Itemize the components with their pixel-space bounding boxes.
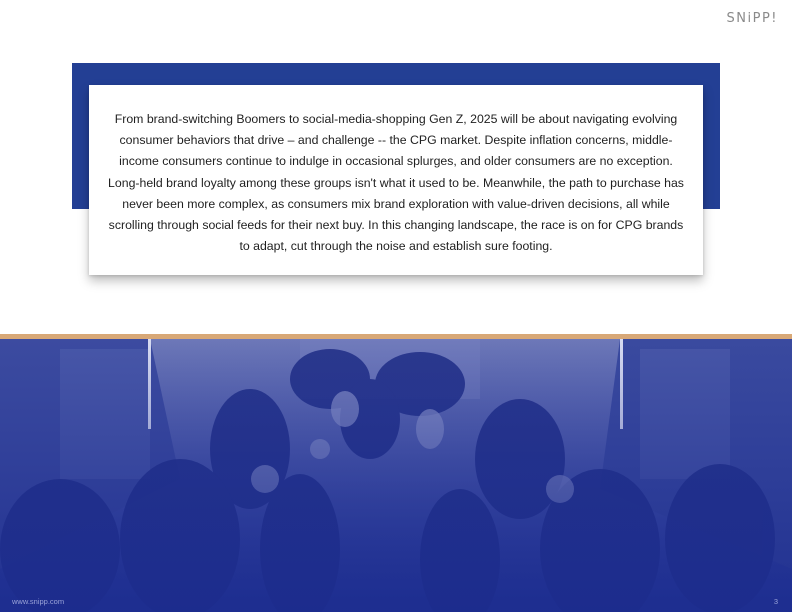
crowd-scene-illustration xyxy=(0,339,792,612)
intro-paragraph: From brand-switching Boomers to social-media-shopping Gen Z, 2025 will be about navigating evolving consumer behaviors that drive – and challenge -- the CPG market. Despite inflation concerns, middle-income consumers continue to indulge in occasional splurges, and older consumers are no exception. Long-held brand loyalty among these groups isn't what it used to be. Meanwhile, the path to purchase has never been more complex, as consumers mix brand exploration with value-driven decisions, all while scrolling through social feeds for their next buy. In this changing landscape, the race is on for CPG brands to adapt, cut through the noise and establish sure footing. xyxy=(108,112,684,254)
snipp-logo: SNiPP! xyxy=(726,11,778,26)
page-number: 3 xyxy=(773,597,778,606)
footer-url: www.snipp.com xyxy=(12,597,65,606)
text-card xyxy=(89,85,703,275)
crowd-photo xyxy=(0,339,792,612)
